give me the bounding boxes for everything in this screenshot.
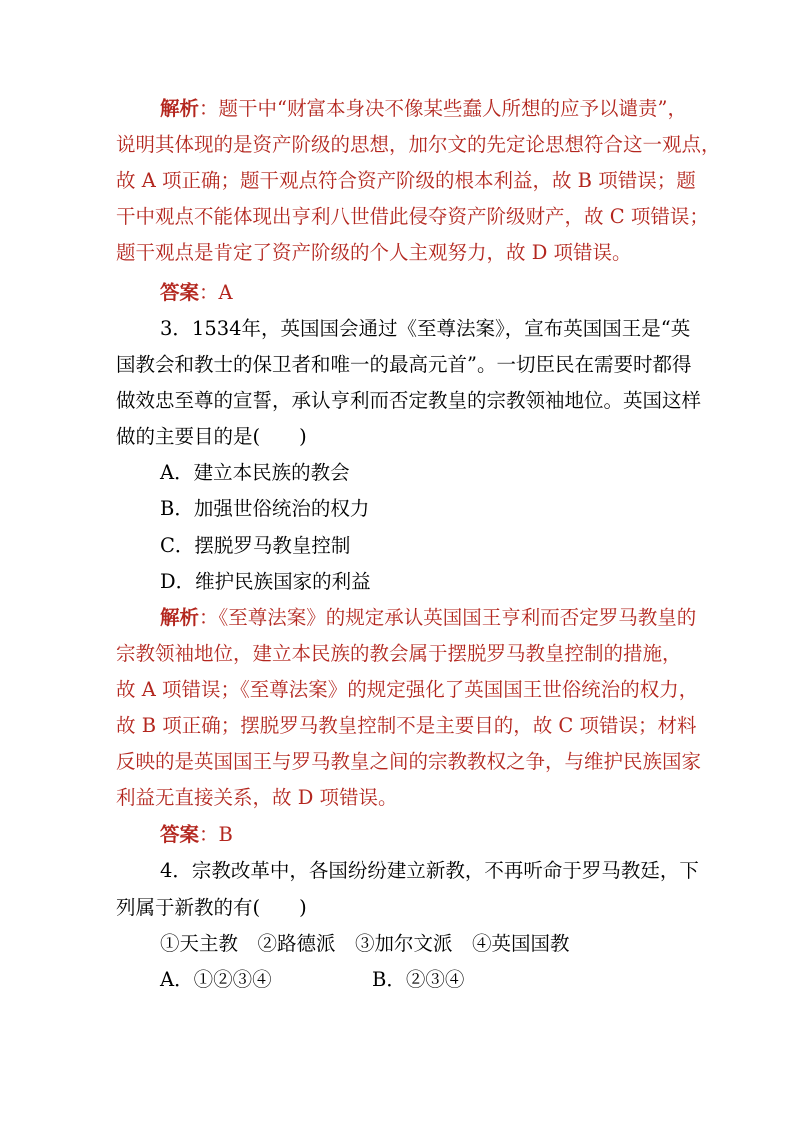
- analysis-line: 说明其体现的是资产阶级的思想，加尔文的先定论思想符合这一观点，: [116, 133, 721, 156]
- option-c: C．摆脱罗马教皇控制: [160, 534, 351, 557]
- question-line: 做效忠至尊的宣誓，承认亨利而否定教皇的宗教领袖地位。英国这样: [116, 389, 702, 412]
- question-line: 做的主要目的是( ): [116, 425, 307, 448]
- analysis-line: 利益无直接关系，故 D 项错误。: [116, 786, 398, 809]
- question-line: 3．1534年，英国国会通过《至尊法案》，宣布英国国王是“英: [160, 317, 691, 340]
- answer-value: ：B: [199, 823, 233, 846]
- analysis-line: [160, 96, 687, 122]
- option-a: A．①②③④: [160, 968, 272, 991]
- analysis-line: 干中观点不能体现出亨利八世借此侵夺资产阶级财产，故 C 项错误；: [116, 205, 709, 228]
- analysis-line: [160, 605, 696, 631]
- analysis-label: 解析: [160, 606, 200, 629]
- option-a: A．建立本民族的教会: [160, 461, 350, 484]
- answer-line: [160, 822, 233, 848]
- analysis-line: 故 A 项正确；题干观点符合资产阶级的根本利益，故 B 项错误；题: [116, 169, 696, 192]
- analysis-line: 故 B 项正确；摆脱罗马教皇控制不是主要目的，故 C 项错误；材料: [116, 714, 697, 737]
- option-d: D．维护民族国家的利益: [160, 570, 371, 593]
- answer-label: 答案: [160, 823, 200, 846]
- answer-value: ：A: [199, 281, 233, 304]
- question-line: 4．宗教改革中，各国纷纷建立新教，不再听命于罗马教廷，下: [160, 859, 699, 882]
- analysis-text: ：题干中“财富本身决不像某些蠢人所想的应予以谴责”，: [199, 97, 687, 120]
- analysis-line: 反映的是英国国王与罗马教皇之间的宗教教权之争，与维护民族国家: [116, 750, 702, 773]
- analysis-label: 解析: [160, 97, 200, 120]
- question-line: 列属于新教的有( ): [116, 896, 307, 919]
- analysis-line: 题干观点是肯定了资产阶级的个人主观努力，故 D 项错误。: [116, 241, 632, 264]
- answer-line: [160, 280, 233, 306]
- analysis-line: 宗教领袖地位，建立本民族的教会属于摆脱罗马教皇控制的措施，: [116, 642, 682, 665]
- answer-label: 答案: [160, 281, 200, 304]
- analysis-text: ：《至尊法案》的规定承认英国国王亨利而否定罗马教皇的: [199, 606, 697, 629]
- question-line: 国教会和教士的保卫者和唯一的最高元首”。一切臣民在需要时都得: [116, 353, 692, 376]
- option-b: B．加强世俗统治的权力: [160, 497, 370, 520]
- question-items: ①天主教 ②路德派 ③加尔文派 ④英国国教: [160, 932, 570, 955]
- option-b: B．②③④: [372, 968, 465, 991]
- analysis-line: 故 A 项错误；《至尊法案》的规定强化了英国国王世俗统治的权力，: [116, 678, 699, 701]
